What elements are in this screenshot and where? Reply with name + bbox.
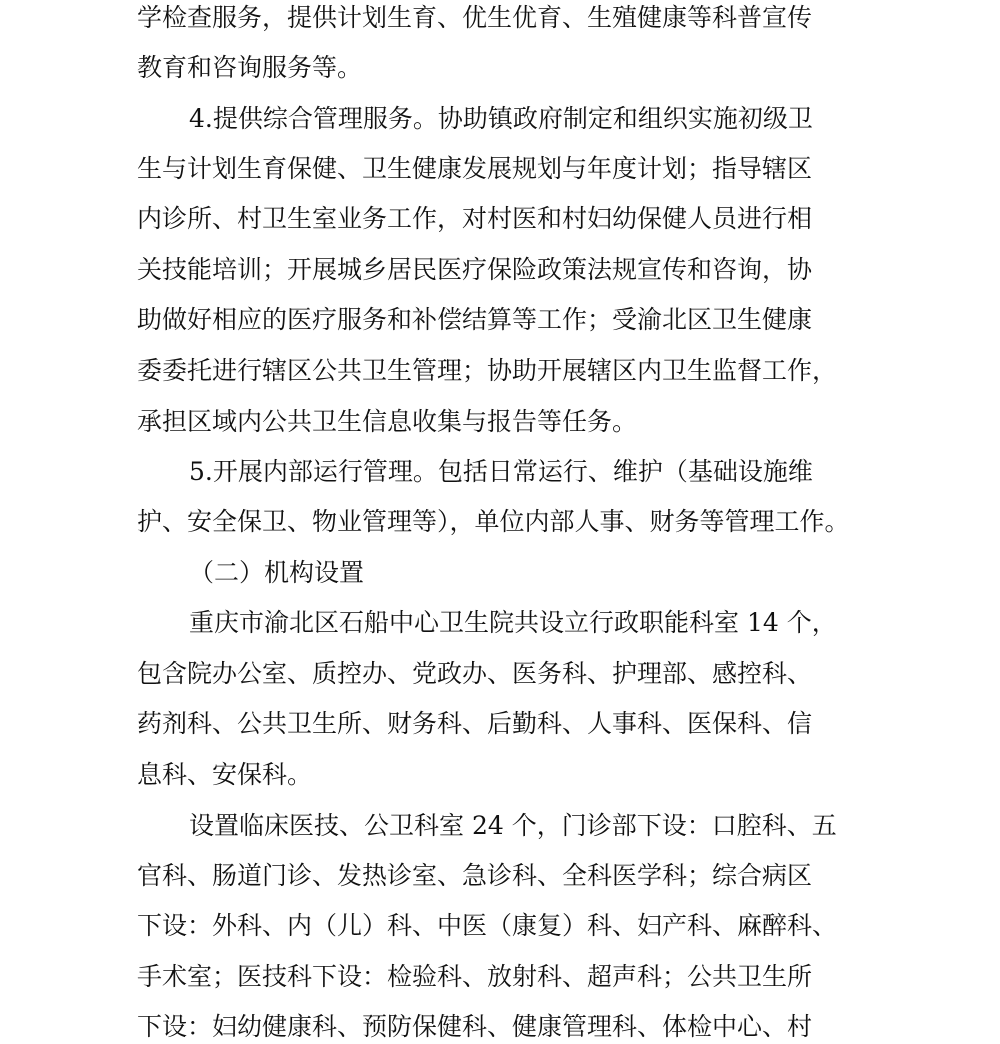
text-line: 手术室；医技科下设：检验科、放射科、超声科；公共卫生所 bbox=[137, 962, 813, 991]
text-line: 息科、安保科。 bbox=[137, 760, 313, 789]
text-line: 护、安全保卫、物业管理等），单位内部人事、财务等管理工作。 bbox=[137, 507, 850, 536]
paragraph-first-line: 设置临床医技、公卫科室 24 个，门诊部下设：口腔科、五 bbox=[189, 811, 837, 840]
text-line: 教育和咨询服务等。 bbox=[137, 53, 363, 82]
text-line: 下设：妇幼健康科、预防保健科、健康管理科、体检中心、村 bbox=[137, 1012, 813, 1041]
text-line: 包含院办公室、质控办、党政办、医务科、护理部、感控科、 bbox=[137, 659, 813, 688]
list-item-5-first-line: 5.开展内部运行管理。包括日常运行、维护（基础设施维 bbox=[189, 457, 813, 486]
text-line: 关技能培训；开展城乡居民医疗保险政策法规宣传和咨询，协 bbox=[137, 255, 813, 284]
section-heading: （二）机构设置 bbox=[189, 558, 365, 587]
text-line: 官科、肠道门诊、发热诊室、急诊科、全科医学科；综合病区 bbox=[137, 861, 813, 890]
text-line: 委委托进行辖区公共卫生管理；协助开展辖区内卫生监督工作， bbox=[137, 356, 838, 385]
text-line: 下设：外科、内（儿）科、中医（康复）科、妇产科、麻醉科、 bbox=[137, 911, 838, 940]
text-line: 承担区域内公共卫生信息收集与报告等任务。 bbox=[137, 407, 638, 436]
text-line: 生与计划生育保健、卫生健康发展规划与年度计划；指导辖区 bbox=[137, 154, 813, 183]
paragraph-first-line: 重庆市渝北区石船中心卫生院共设立行政职能科室 14 个， bbox=[189, 608, 837, 637]
list-item-4-first-line: 4.提供综合管理服务。协助镇政府制定和组织实施初级卫 bbox=[189, 104, 813, 133]
text-line: 学检查服务，提供计划生育、优生优育、生殖健康等科普宣传 bbox=[137, 3, 813, 32]
text-line: 助做好相应的医疗服务和补偿结算等工作；受渝北区卫生健康 bbox=[137, 305, 813, 334]
text-line: 内诊所、村卫生室业务工作，对村医和村妇幼保健人员进行相 bbox=[137, 204, 813, 233]
text-line: 药剂科、公共卫生所、财务科、后勤科、人事科、医保科、信 bbox=[137, 709, 813, 738]
